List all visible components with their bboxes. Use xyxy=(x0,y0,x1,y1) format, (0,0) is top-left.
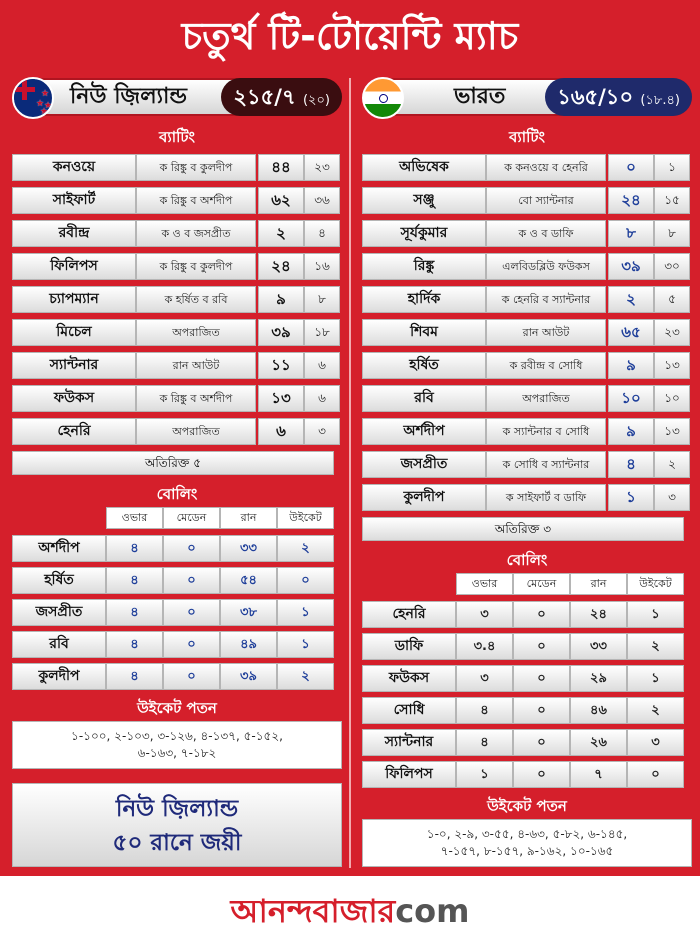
batter-name: সাইফার্ট xyxy=(12,187,136,214)
batter-balls: ৩ xyxy=(654,484,690,511)
batting-row xyxy=(12,385,342,412)
bowler-overs: ৪ xyxy=(456,697,513,724)
batter-name: জসপ্রীত xyxy=(362,451,486,478)
bowler-overs: ৩ xyxy=(456,601,513,628)
nz-bowling-table xyxy=(12,535,342,691)
bowler-overs: ৪ xyxy=(106,631,163,658)
nz-team-bar xyxy=(12,78,342,116)
dismissal: ক সোধি ব স্যান্টনার xyxy=(486,451,606,478)
bowling-row xyxy=(362,665,692,693)
bowler-name: সোধি xyxy=(362,697,456,724)
bowling-row xyxy=(12,567,342,595)
bowling-row xyxy=(362,761,692,789)
batting-row xyxy=(362,253,692,280)
batter-runs: ০ xyxy=(608,154,654,181)
batter-name: অর্শদীপ xyxy=(362,418,486,445)
bowler-name: ফউকস xyxy=(362,665,456,692)
bowler-overs: ১ xyxy=(456,761,513,788)
wickets-header: উইকেট xyxy=(627,573,684,595)
ind-fow-line1: ১-০, ২-৯, ৩-৫৫, ৪-৬৩, ৫-৮২, ৬-১৪৫, xyxy=(426,827,628,841)
batter-balls: ৮ xyxy=(654,220,690,247)
batting-row xyxy=(362,418,692,445)
bowler-name: ডাফি xyxy=(362,633,456,660)
bowler-maidens: ০ xyxy=(163,567,220,594)
batter-runs: ৮ xyxy=(608,220,654,247)
bowler-wickets: ১ xyxy=(627,601,684,628)
bowler-runs: ৩৩ xyxy=(570,633,627,660)
batting-row xyxy=(362,286,692,313)
ind-extras: অতিরিক্ত ৩ xyxy=(362,517,684,541)
result-winner: নিউ জ়িল্যান্ড xyxy=(115,796,239,822)
batter-runs: ৯ xyxy=(608,352,654,379)
batter-name: কুলদীপ xyxy=(362,484,486,511)
bowler-runs: ৫৪ xyxy=(220,567,277,594)
runs-header: রান xyxy=(220,507,277,529)
dismissal: অপরাজিত xyxy=(486,385,606,412)
nz-overs: (২০) xyxy=(302,93,330,108)
dismissal: ক রিঙ্কু ব কুলদীপ xyxy=(136,253,256,280)
bowling-row xyxy=(12,535,342,563)
dismissal: অপরাজিত xyxy=(136,418,256,445)
runs-header: রান xyxy=(570,573,627,595)
bowler-maidens: ০ xyxy=(163,599,220,626)
page-title: চতুর্থ টি-টোয়েন্টি ম্যাচ xyxy=(181,14,519,58)
bowling-row xyxy=(362,633,692,661)
batting-row xyxy=(362,451,692,478)
bowling-row xyxy=(12,631,342,659)
bowler-name: জসপ্রীত xyxy=(12,599,106,626)
bowler-overs: ৪ xyxy=(456,729,513,756)
batter-runs: ১৩ xyxy=(258,385,304,412)
bowling-row xyxy=(362,729,692,757)
bowler-name: হর্ষিত xyxy=(12,567,106,594)
batting-row xyxy=(362,385,692,412)
bowler-wickets: ১ xyxy=(627,665,684,692)
ind-overs: (১৮.৪) xyxy=(640,93,680,108)
dismissal: ক ও ব জসপ্রীত xyxy=(136,220,256,247)
batting-row xyxy=(362,352,692,379)
maidens-header: মেডেন xyxy=(513,573,570,595)
batter-balls: ১৫ xyxy=(654,187,690,214)
dismissal: ক রবীন্দ্র ব সোধি xyxy=(486,352,606,379)
dismissal: ক রিঙ্কু ব কুলদীপ xyxy=(136,154,256,181)
bowler-name: রবি xyxy=(12,631,106,658)
new-zealand-flag-icon: ★ ★ ★ ★ xyxy=(12,77,54,119)
batter-name: ফিলিপস xyxy=(12,253,136,280)
ind-bowling-header xyxy=(362,573,692,595)
batter-runs: ১০ xyxy=(608,385,654,412)
nz-fow-box xyxy=(12,721,342,769)
batter-balls: ৩০ xyxy=(654,253,690,280)
dismissal: বো স্যান্টনার xyxy=(486,187,606,214)
bowler-runs: ২৯ xyxy=(570,665,627,692)
bowler-maidens: ০ xyxy=(163,631,220,658)
bowler-maidens: ০ xyxy=(163,663,220,690)
batter-balls: ৬ xyxy=(304,352,340,379)
bowler-runs: ৩৮ xyxy=(220,599,277,626)
bowler-overs: ৪ xyxy=(106,535,163,562)
batter-balls: ৬ xyxy=(304,385,340,412)
batter-name: কনওয়ে xyxy=(12,154,136,181)
bowler-runs: ২৬ xyxy=(570,729,627,756)
ind-team-name: ভারত xyxy=(454,84,506,109)
bowler-name: অর্শদীপ xyxy=(12,535,106,562)
batter-runs: ৪ xyxy=(608,451,654,478)
bowler-wickets: ০ xyxy=(627,761,684,788)
batter-runs: ২ xyxy=(258,220,304,247)
batter-balls: ১৮ xyxy=(304,319,340,346)
batter-runs: ২৪ xyxy=(258,253,304,280)
batting-row xyxy=(362,220,692,247)
nz-score: ২১৫/৭ xyxy=(233,85,296,109)
batting-row xyxy=(12,319,342,346)
bowler-wickets: ২ xyxy=(277,535,334,562)
batter-balls: ৮ xyxy=(304,286,340,313)
batter-balls: ১ xyxy=(654,154,690,181)
batter-runs: ২৪ xyxy=(608,187,654,214)
bowler-overs: ৩.৪ xyxy=(456,633,513,660)
ind-column xyxy=(362,78,692,867)
batter-runs: ৬৫ xyxy=(608,319,654,346)
dismissal: ক স্যান্টনার ব সোধি xyxy=(486,418,606,445)
bowler-runs: ৭ xyxy=(570,761,627,788)
match-result-box xyxy=(12,783,342,867)
batter-runs: ৩৯ xyxy=(608,253,654,280)
dismissal: ক কনওয়ে ব হেনরি xyxy=(486,154,606,181)
batter-runs: ১ xyxy=(608,484,654,511)
batter-name: সূর্যকুমার xyxy=(362,220,486,247)
bowler-overs: ৪ xyxy=(106,663,163,690)
batting-row xyxy=(12,352,342,379)
batter-name: ফউকস xyxy=(12,385,136,412)
batter-name: রবি xyxy=(362,385,486,412)
bowler-wickets: ২ xyxy=(277,663,334,690)
bowler-name: ফিলিপস xyxy=(362,761,456,788)
batter-runs: ৬ xyxy=(258,418,304,445)
batting-row xyxy=(362,484,692,511)
ind-fow-heading: উইকেট পতন xyxy=(487,797,567,815)
nz-fow-line2: ৬-১৬৩, ৭-১৮২ xyxy=(137,746,217,760)
batter-name: অভিষেক xyxy=(362,154,486,181)
ind-fow-box xyxy=(362,819,692,867)
bowler-runs: ৪৬ xyxy=(570,697,627,724)
batter-name: হেনরি xyxy=(12,418,136,445)
bowler-runs: ৪৯ xyxy=(220,631,277,658)
batting-row xyxy=(12,286,342,313)
maidens-header: মেডেন xyxy=(163,507,220,529)
batter-runs: ৯ xyxy=(258,286,304,313)
batting-row xyxy=(12,220,342,247)
ind-bowling-heading: বোলিং xyxy=(506,551,548,569)
bowler-wickets: ১ xyxy=(277,631,334,658)
batter-runs: ৩৯ xyxy=(258,319,304,346)
batter-runs: ৬২ xyxy=(258,187,304,214)
brand-logo: আনন্দবাজার xyxy=(230,892,396,930)
batter-balls: ১৩ xyxy=(654,418,690,445)
bowler-wickets: ২ xyxy=(627,697,684,724)
batter-balls: ২ xyxy=(654,451,690,478)
batter-balls: ৩৬ xyxy=(304,187,340,214)
ind-batting-table xyxy=(362,154,692,511)
batting-row xyxy=(362,187,692,214)
brand-footer xyxy=(0,876,700,946)
batter-balls: ৪ xyxy=(304,220,340,247)
bowler-wickets: ০ xyxy=(277,567,334,594)
batting-row xyxy=(362,154,692,181)
nz-fow-line1: ১-১০০, ২-১০৩, ৩-১২৬, ৪-১৩৭, ৫-১৫২, xyxy=(71,729,283,743)
batter-runs: ১১ xyxy=(258,352,304,379)
dismissal: ক সাইফার্ট ব ডাফি xyxy=(486,484,606,511)
bowling-row xyxy=(12,599,342,627)
dismissal: ক রিঙ্কু ব অর্শদীপ xyxy=(136,187,256,214)
batter-runs: ৪৪ xyxy=(258,154,304,181)
overs-header: ওভার xyxy=(456,573,513,595)
nz-bowling-header xyxy=(12,507,342,529)
bowling-row xyxy=(12,663,342,691)
dismissal: ক রিঙ্কু ব অর্শদীপ xyxy=(136,385,256,412)
batter-name: মিচেল xyxy=(12,319,136,346)
dismissal: রান আউট xyxy=(486,319,606,346)
bowler-name: হেনরি xyxy=(362,601,456,628)
bowling-row xyxy=(362,697,692,725)
batter-name: হার্দিক xyxy=(362,286,486,313)
batter-balls: ১৬ xyxy=(304,253,340,280)
batter-name: শিবম xyxy=(362,319,486,346)
bowler-runs: ২৪ xyxy=(570,601,627,628)
bowler-wickets: ১ xyxy=(277,599,334,626)
bowler-overs: ৩ xyxy=(456,665,513,692)
batting-row xyxy=(362,319,692,346)
bowler-overs: ৪ xyxy=(106,567,163,594)
nz-batting-heading: ব্যাটিং xyxy=(159,128,195,146)
bowler-maidens: ০ xyxy=(513,601,570,628)
ind-batting-heading: ব্যাটিং xyxy=(509,128,545,146)
dismissal: ক হর্ষিত ব রবি xyxy=(136,286,256,313)
ind-fow-line2: ৭-১৫৭, ৮-১৫৭, ৯-১৬২, ১০-১৬৫ xyxy=(440,844,614,858)
batter-balls: ৩ xyxy=(304,418,340,445)
batter-name: চ্যাপম্যান xyxy=(12,286,136,313)
batter-balls: ২৩ xyxy=(654,319,690,346)
bowler-maidens: ০ xyxy=(513,633,570,660)
bowler-maidens: ০ xyxy=(513,761,570,788)
brand-suffix: com xyxy=(395,892,470,930)
bowler-maidens: ০ xyxy=(513,665,570,692)
batting-row xyxy=(12,154,342,181)
bowler-runs: ৩৯ xyxy=(220,663,277,690)
nz-column xyxy=(12,78,342,867)
wickets-header: উইকেট xyxy=(277,507,334,529)
dismissal: অপরাজিত xyxy=(136,319,256,346)
bowler-name: স্যান্টনার xyxy=(362,729,456,756)
nz-score-badge xyxy=(221,78,342,116)
batter-runs: ৯ xyxy=(608,418,654,445)
dismissal: রান আউট xyxy=(136,352,256,379)
batter-name: রবীন্দ্র xyxy=(12,220,136,247)
bowler-maidens: ০ xyxy=(513,729,570,756)
batter-balls: ১৩ xyxy=(654,352,690,379)
batter-balls: ৫ xyxy=(654,286,690,313)
nz-team-name: নিউ জ়িল্যান্ড xyxy=(70,84,187,109)
nz-batting-table xyxy=(12,154,342,445)
result-margin: ৫০ রানে জয়ী xyxy=(112,830,242,856)
ind-team-bar xyxy=(362,78,692,116)
nz-bowling-heading: বোলিং xyxy=(156,485,198,503)
bowler-name: কুলদীপ xyxy=(12,663,106,690)
batter-name: স্যান্টনার xyxy=(12,352,136,379)
dismissal: এলবিডব্লিউ ফউকস xyxy=(486,253,606,280)
batter-balls: ২৩ xyxy=(304,154,340,181)
ind-bowling-table xyxy=(362,601,692,789)
ind-score-badge xyxy=(545,78,692,116)
column-divider xyxy=(349,78,351,868)
ind-score: ১৬৫/১০ xyxy=(557,85,634,109)
bowling-row xyxy=(362,601,692,629)
bowler-maidens: ০ xyxy=(163,535,220,562)
batting-row xyxy=(12,418,342,445)
bowler-runs: ৩৩ xyxy=(220,535,277,562)
dismissal: ক ও ব ডাফি xyxy=(486,220,606,247)
overs-header: ওভার xyxy=(106,507,163,529)
bowler-wickets: ৩ xyxy=(627,729,684,756)
batter-balls: ১০ xyxy=(654,385,690,412)
batter-name: সঞ্জু xyxy=(362,187,486,214)
dismissal: ক হেনরি ব স্যান্টনার xyxy=(486,286,606,313)
bowler-maidens: ০ xyxy=(513,697,570,724)
batting-row xyxy=(12,253,342,280)
batter-runs: ২ xyxy=(608,286,654,313)
bowler-overs: ৪ xyxy=(106,599,163,626)
nz-fow-heading: উইকেট পতন xyxy=(137,699,217,717)
batter-name: রিঙ্কু xyxy=(362,253,486,280)
india-flag-icon xyxy=(362,77,404,119)
batting-row xyxy=(12,187,342,214)
bowler-wickets: ২ xyxy=(627,633,684,660)
nz-extras: অতিরিক্ত ৫ xyxy=(12,451,334,475)
batter-name: হর্ষিত xyxy=(362,352,486,379)
